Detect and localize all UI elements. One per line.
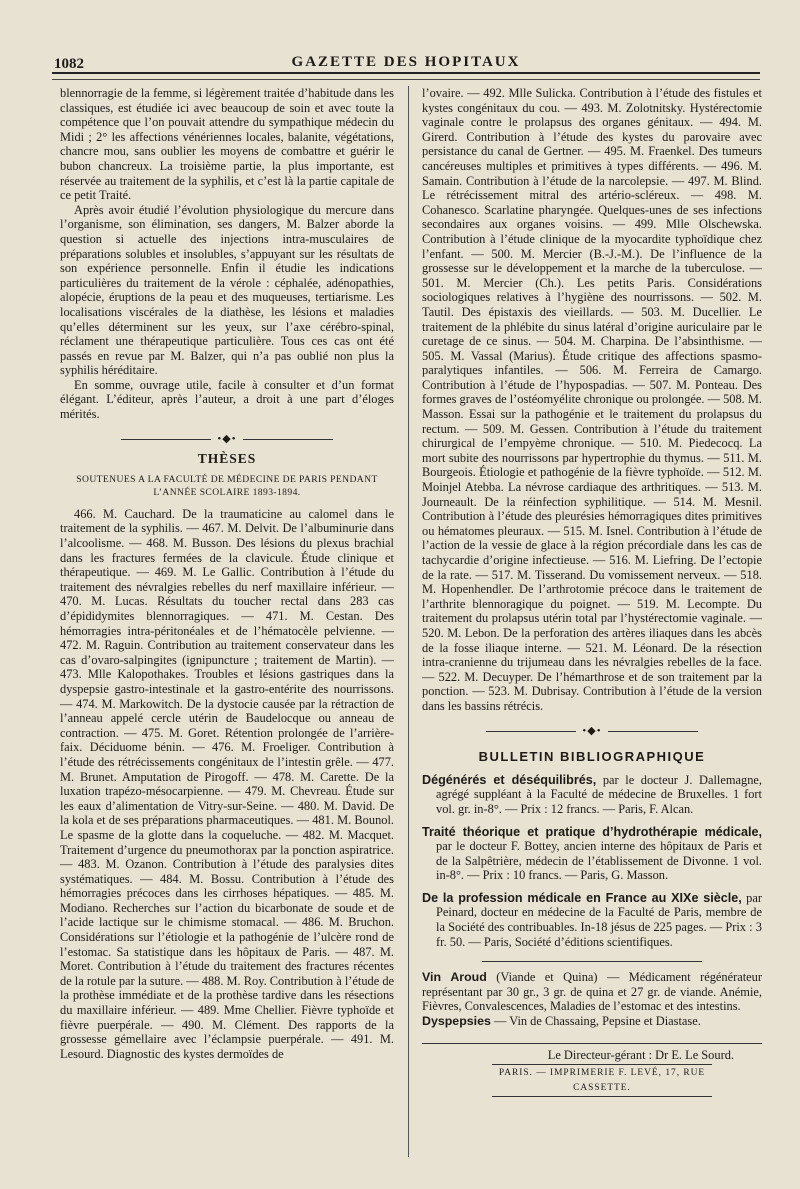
- page-number: 1082: [54, 56, 84, 72]
- section-ornament-2: •◆•: [422, 724, 762, 739]
- bulletin-heading: BULLETIN BIBLIOGRAPHIQUE: [478, 749, 706, 765]
- biblio-text-1: par le docteur J. Dallemagne, agrégé suppléant à la Faculté de médecine de Bruxelles. 1 fort vol. gr. in-8°. — Prix : 12 francs. — Paris, F. Alcan.: [436, 772, 762, 816]
- footer-rule: [422, 1043, 762, 1044]
- biblio-title-1: Dégénérés et déséquilibrés,: [422, 772, 597, 787]
- ad-title-1: Vin Aroud: [422, 970, 487, 985]
- right-column: [422, 86, 762, 1097]
- ad-text-1: (Viande et Quina) — Médicament régénérateur représentant par 30 gr., 3 gr. de quina et 27 gr. de viande. Anémie, Fièvres, Convalescences, Maladies de l’estomac et des intestins.: [422, 970, 762, 1014]
- review-paragraph-3: En somme, ouvrage utile, facile à consulter et d’un format élégant. L’éditeur, après l’auteur, a droit à une part d’éloges mérités.: [60, 377, 394, 422]
- theses-list-right: l’ovaire. — 492. Mlle Sulicka. Contribution à l’étude des fistules et kystes congénitaux du cou. — 493. M. Zolotnitsky. Hystérectomie vaginale contre le prolapsus des organes génitaux. — 494. M. Girerd. Contribution à l’étude des kystes du parovaire avec persistance du canal de Gertner. — 495. M. Fraenkel. Des tumeurs cancéreuses multiples et primitives à types différents. — 496. M. Samain. Contribution à l’étude de la narcolepsie. — 497. M. Blind. Le rétrécissement mitral des artério-scléreux. — 498. M. Cohanesco. Scarlatine pharyngée. Quelques-unes de ses infections secondaires aux organes voisins. — 499. Mlle Olschewska. Contribution à l’étude clinique de la myocardite typhoïdique chez l’enfant. — 500. M. Mercier (B.-J.-M.). De l’influence de la grossesse sur le développement et la marche de la tuberculose. — 501. M. Mercier (Ch.). Les petits Paris. Considérations sociologiques relatives à l’hygiène des nourrissons. — 502. M. Tautil. Des épistaxis des vieillards. — 503. M. Ducellier. Le traitement de la phlébite du sinus latéral d’origine auriculaire par le curetage de ce sinus. — 504. M. Charpina. De l’absinthisme. — 505. M. Vassal (Marius). Étude critique des affections spasmo-paralytiques infantiles. — 506. M. Ferreira de Camargo. Contribution à l’étude de l’hypospadias. — 507. M. Ponteau. Des formes graves de l’ostéomyélite chronique ou prolongée. — 508. M. Masson. Essai sur la pathogénie et le traitement du prolapsus du rectum. — 509. M. Gessen. Contribution à l’étude du traitement chirurgical de l’empyème chronique. — 510. M. Piedecocq. La mort subite des nourrissons par hypertrophie du thymus. — 511. M. Bourgeois. Étiologie et pathogénie de la fièvre typhoïde. — 512. M. Moinjel Atebba. La névrose cardiaque des arthritiques. — 513. M. Journeault. De la réinfection syphilitique. — 514. M. Mesnil. Contribution à l’étude des pleurésies hémorragiques dites primitives ou hématomes pleuraux. — 515. M. Isnel. Contribution à l’étude de l’action de la vessie de glace à la région précordiale dans les cas de tachycardie d’origine infectieuse. — 516. M. Liefring. De l’ectopie de la rate. — 517. M. Tisserand. Du vomissement nerveux. — 518. M. Hopenhendler. De l’arthrotomie précoce dans le traitement de l’arthrite blennoragique du poignet. — 519. M. Lecompte. Du traitement du prolapsus utérin total par l’hystérectomie vaginale. — 520. M. Lebon. De la perforation des artères iliaques dans les abcès de la fosse iliaque interne. — 521. M. Léonard. De la résection intra-cranienne du trijumeau dans les névralgies rebelles de la face. — 522. M. Decuyper. De l’hémarthrose et de son traitement par la ponction. — 523. M. Dubrisay. Contribution à l’étude de la version dans les bassins rétrécis.: [422, 86, 762, 713]
- review-paragraph-1: blennorragie de la femme, si légèrement traitée d’habitude dans les classiques, est étudiée ici avec beaucoup de soin et avec toute la compétence que l’on pouvait attendre du sympathique médecin du Midi ; 2° les affections vénériennes locales, balanite, végétations, chancre mou, sans oublier les moyens de combattre et guérir le bubon chancreux. La troisième partie, la plus importante, est réservée au traitement de la syphilis, et c’est là la partie capitale de ce petit Traité.: [60, 86, 394, 203]
- column-divider: [408, 86, 409, 1157]
- section-ornament: •◆•: [60, 432, 394, 447]
- theses-heading: THÈSES: [197, 451, 257, 467]
- biblio-entry-2: [422, 825, 762, 883]
- biblio-entry-1: [422, 773, 762, 817]
- ad-title-2: Dyspepsies: [422, 1014, 491, 1029]
- page-header: [52, 50, 760, 74]
- left-column: [60, 86, 394, 1061]
- ad-vin-aroud: [422, 970, 762, 1014]
- journal-title: GAZETTE DES HOPITAUX: [291, 54, 521, 70]
- biblio-entry-3: [422, 891, 762, 949]
- biblio-text-3: par Peinard, docteur en médecine de la Faculté de Paris, membre de la Société des contribuables. In-18 jésus de 225 pages. — Prix : 3 fr. 50. — Paris, Société d’éditions scientifiques.: [436, 890, 762, 949]
- biblio-text-2: par le docteur F. Bottey, ancien interne des hôpitaux de Paris et de la Salpêtrière, médecin de l’établissement de Divonne. 1 vol. in-8°. — Prix : 10 francs. — Paris, G. Masson.: [436, 839, 762, 883]
- director-signature: Le Directeur-gérant : Dr E. Le Sourd.: [547, 1047, 734, 1062]
- biblio-title-2: Traité théorique et pratique d’hydrothérapie médicale,: [422, 824, 762, 839]
- header-rule: [52, 79, 760, 80]
- theses-list-left: 466. M. Cauchard. De la traumaticine au calomel dans le traitement de la syphilis. — 467. M. Delvit. De l’albuminurie dans l’alcoolisme. — 468. M. Busson. Des lésions du plexus brachial dans les fractures fermées de la clavicule. Étude clinique et thérapeutique. — 469. M. Le Gallic. Contribution à l’étude du traitement des névralgies rebelles du nerf maxillaire inférieur. — 470. M. Lucas. Résultats du toucher rectal dans 283 cas d’épididymites blennorragiques. — 471. M. Cestan. Des hémorragies intra-péritonéales et de l’hématocèle pelvienne. — 472. M. Raguin. Contribution au traitement conservateur dans les cas d’ovaro-salpingites (ignipuncture ; traitement de Martin). — 473. Mlle Kalopothakes. Troubles et lésions gastriques dans la dyspepsie gastro-intestinale et la gastro-entérite des nourrissons. — 474. M. Markowitch. De la dystocie causée par la rétraction de l’anneau appelé cercle utérin de Baudelocque ou anneau de contraction. — 475. M. Goret. Rétention prolongée de l’arrière-faix. Déciduome bénin. — 476. M. Froeliger. Contribution à l’étude des rétrécissements congénitaux de l’intestin grêle. — 477. M. Brunet. Amputation de Pirogoff. — 478. M. Carette. De la luxation trapézo-mésocarpienne. — 479. M. Chevreau. Étude sur les eaux d’alimentation de Vitry-sur-Seine. — 480. M. David. De la kola et de ses préparations pharmaceutiques. — 481. M. Bounol. Le spasme de la glotte dans la coqueluche. — 482. M. Macquet. Traitement d’urgence du pneumothorax par la ponction aspiratrice. — 483. M. Ozanon. Contribution à l’étude des paralysies dites systématiques. — 484. M. Bossu. Contribution à l’étude des hémorragies précoces dans les cirrhoses hépatiques. — 485. M. Modiano. Recherches sur l’action du bicarbonate de soude et de l’acide lactique sur le chimisme stomacal. — 486. M. Bruchon. Considérations sur l’étiologie et la pathogénie de l’ulcère rond de l’estomac. Sa statistique dans les hôpitaux de Paris. — 487. M. Moret. Contribution à l’étude du traitement des fractures récentes de la rotule par la suture. — 488. M. Roy. Contribution à l’étude de la prothèse immédiate et de la prothèse tardive dans les résections du maxillaire inférieur. — 489. Mme Chellier. Fièvre typhoïde et fièvre puerpérale. — 490. M. Clément. Des rapports de la grossesse gémellaire avec l’éclampsie puerpérale. — 491. M. Lesourd. Diagnostic des kystes dermoïdes de: [60, 506, 395, 1061]
- ad-rule: [482, 961, 702, 962]
- ad-dyspepsies: [422, 1014, 762, 1029]
- ad-text-2: — Vin de Chassaing, Pepsine et Diastase.: [490, 1014, 701, 1029]
- printer-line: PARIS. — IMPRIMERIE F. LEVÉ, 17, RUE CASSETTE.: [492, 1064, 712, 1097]
- theses-subheading: SOUTENUES A LA FACULTÉ DE MÉDECINE DE PARIS PENDANT L’ANNÉE SCOLAIRE 1893-1894.: [76, 473, 378, 498]
- biblio-title-3: De la profession médicale en France au XIXe siècle,: [422, 890, 742, 905]
- review-paragraph-2: Après avoir étudié l’évolution physiologique du mercure dans l’organisme, son élimination, ses dangers, M. Balzer aborde la question si actuelle des injections intra-musculaires de préparations solubles et insolubles, s’appuyant sur les résultats de son expérience personnelle. Enfin il étudie les indications particulières du traitement de la vérole : céphalée, adénopathies, alopécie, éruptions de la peau et des muqueuses, tertiarisme. Les localisations viscérales de la diathèse, les lésions et maladies qu’elles déterminent sur les yeux, sur l’axe cérébro-spinal, réclament une thérapeutique particulière. Tous ces cas ont été passés en revue par M. Balzer, qui n’a pas oublié non plus la syphilis héréditaire.: [60, 202, 394, 378]
